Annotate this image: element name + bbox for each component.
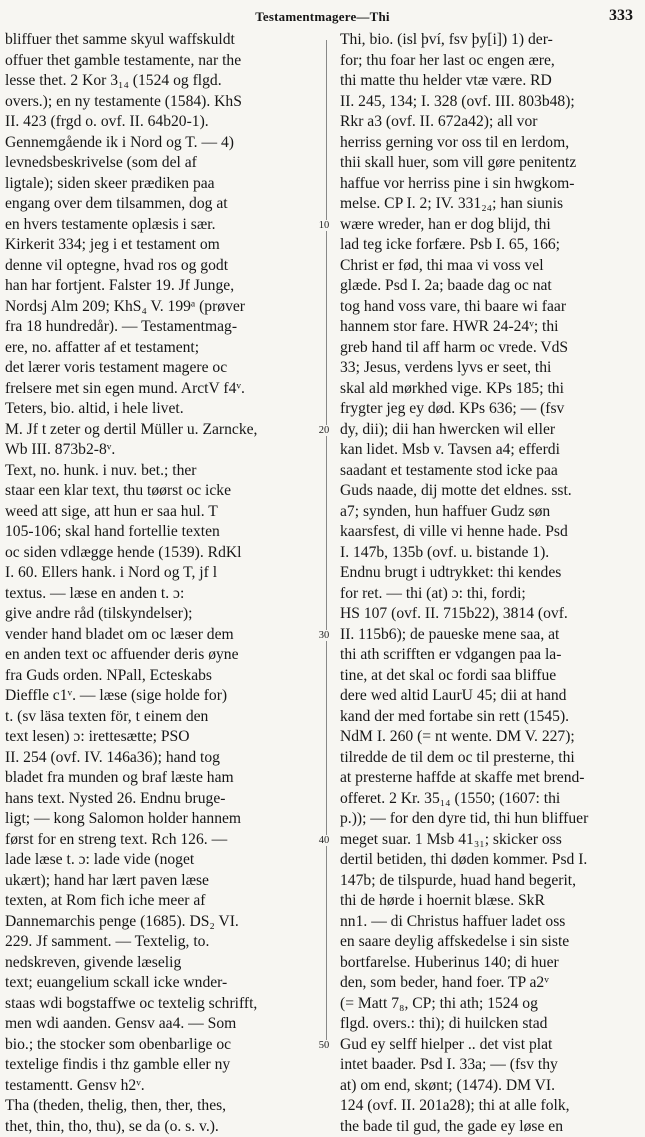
text-line: en hvers testamente oplæsis i sær. (5, 215, 318, 236)
text-line: 33; Jesus, verdens lyvs er seet, thi (340, 358, 640, 379)
text-line: t. (sv läsa texten för, t einem den (5, 707, 318, 728)
text-line: bortfarelse. Huberinus 140; di huer (340, 953, 640, 974)
text-line: 147b; de tilspurde, huad hand begerit, (340, 871, 640, 892)
text-line: bliffuer thet samme skyul waffskuldt (5, 30, 318, 51)
text-line: II. 245, 134; I. 328 (ovf. III. 803b48); (340, 92, 640, 113)
text-line: fra Guds orden. NPall, Ecteskabs (5, 666, 318, 687)
header-title: Testamentmagere—Thi (0, 9, 645, 25)
text-line: 105-106; skal hand fortellie texten (5, 522, 318, 543)
text-line: skal ald mørkhed vige. KPs 185; thi (340, 379, 640, 400)
right-column (340, 30, 640, 1137)
text-line: Rkr a3 (ovf. II. 672a42); all vor (340, 112, 640, 133)
text-line: frygter jeg ey død. KPs 636; — (fsv (340, 399, 640, 420)
text-line: the bade til gud, the gade ey løse en (340, 1117, 640, 1137)
line-number-marker: 10 (311, 220, 337, 231)
text-line: 124 (ovf. II. 201a28); thi at alle folk, (340, 1096, 640, 1117)
line-number-marker: 20 (311, 425, 337, 436)
text-line: hannem stor fare. HWR 24-24ᵛ; thi (340, 317, 640, 338)
text-line: han har fortjent. Falster 19. Jf Junge, (5, 276, 318, 297)
text-line: thi ath scrifften er vdgangen paa la- (340, 645, 640, 666)
text-line: tine, at det skal oc fordi saa bliffue (340, 666, 640, 687)
text-line: text lesen) ɔ: irettesætte; PSO (5, 727, 318, 748)
text-line: nn1. — di Christus haffuer ladet oss (340, 912, 640, 933)
text-line: tog hand voss vare, thi baare wi faar (340, 297, 640, 318)
text-line: ukært); hand har lært paven læse (5, 871, 318, 892)
text-line: lade læse t. ɔ: lade vide (noget (5, 850, 318, 871)
text-line: HS 107 (ovf. II. 715b22), 3814 (ovf. (340, 604, 640, 625)
text-line: oc siden vdlægge hende (1539). RdKl (5, 543, 318, 564)
line-number-marker: 40 (311, 835, 337, 846)
text-line: engang over dem tilsammen, dog at (5, 194, 318, 215)
text-line: kand der med fortabe sin rett (1545). (340, 707, 640, 728)
line-number-marker: 50 (311, 1040, 337, 1051)
text-line: thi de hørde i hoernit blæse. SkR (340, 891, 640, 912)
text-line: flgd. overs.: thi); di huilcken stad (340, 1014, 640, 1035)
text-line: thet, thin, tho, thu), se da (o. s. v.). (5, 1117, 318, 1137)
text-line: staas wdi bogstaffwe oc textelig schrifft, (5, 994, 318, 1015)
text-line: dere wed altid LaurU 45; dii at hand (340, 686, 640, 707)
text-line: men wdi aanden. Gensv aa4. — Som (5, 1014, 318, 1035)
text-line: greb hand til aff harm oc vrede. VdS (340, 338, 640, 359)
text-line: 229. Jf samment. — Textelig, to. (5, 932, 318, 953)
text-line: en saare deylig affskedelse i sin siste (340, 932, 640, 953)
column-divider (326, 40, 327, 1050)
text-line: staar een klar text, thu tøørst oc icke (5, 481, 318, 502)
text-line: frelsere met sin egen mund. ArctV f4ᵛ. (5, 379, 318, 400)
text-line: ere, no. affatter af et testament; (5, 338, 318, 359)
text-line: hans text. Nysted 26. Endnu bruge- (5, 789, 318, 810)
text-line: overs.); en ny testamente (1584). KhS (5, 92, 318, 113)
text-line: NdM I. 260 (= nt wente. DM V. 227); (340, 727, 640, 748)
text-line: text; euangelium sckall icke wnder- (5, 973, 318, 994)
running-header (0, 6, 645, 30)
text-line: p.)); — for den dyre tid, thi hun bliffuer (340, 809, 640, 830)
text-line: offeret. 2 Kr. 35₁₄ (1550; (1607: thi (340, 789, 640, 810)
text-line: for; thu foar her last oc engen ære, (340, 51, 640, 72)
text-line: Dieffle c1ᵛ. — læse (sige holde for) (5, 686, 318, 707)
text-line: Christ er fød, thi maa vi voss vel (340, 256, 640, 277)
text-line: Teters, bio. altid, i hele livet. (5, 399, 318, 420)
text-line: weed att sige, att hun er saa hul. T (5, 502, 318, 523)
text-line: tilredde de til dem oc til presterne, thi (340, 748, 640, 769)
text-line: wære wreder, han er dog blijd, thi (340, 215, 640, 236)
text-line: I. 147b, 135b (ovf. u. bistande 1). (340, 543, 640, 564)
text-line: Gennemgående ik i Nord og T. — 4) (5, 133, 318, 154)
text-line: saadant et testamente stod icke paa (340, 461, 640, 482)
text-line: (= Matt 7₈, CP; thi ath; 1524 og (340, 994, 640, 1015)
text-line: Tha (theden, thelig, then, ther, thes, (5, 1096, 318, 1117)
text-line: kaarsfest, di ville vi henne hade. Psd (340, 522, 640, 543)
text-line: herriss gerning vor oss til en lerdom, (340, 133, 640, 154)
text-line: testamentt. Gensv h2ᵛ. (5, 1076, 318, 1097)
text-line: textelige findis i thz gamble eller ny (5, 1055, 318, 1076)
text-line: lad teg icke forfære. Psb I. 65, 166; (340, 235, 640, 256)
text-line: bio.; the stocker som obenbarlige oc (5, 1035, 318, 1056)
text-line: fra 18 hundredår). — Testamentmag- (5, 317, 318, 338)
text-line: a7; synden, hun haffuer Gudz søn (340, 502, 640, 523)
text-line: ligt; — kong Salomon holder hannem (5, 809, 318, 830)
text-line: Endnu brugt i udtrykket: thi kendes (340, 563, 640, 584)
text-line: meget suar. 1 Msb 41₃₁; skicker oss (340, 830, 640, 851)
text-line: II. 423 (frgd o. ovf. II. 64b20-1). (5, 112, 318, 133)
text-line: glæde. Psd I. 2a; baade dag oc nat (340, 276, 640, 297)
text-line: Wb III. 873b2-8ᵛ. (5, 440, 318, 461)
text-line: nedskreven, givende læselig (5, 953, 318, 974)
text-line: thi matte thu helder vtæ være. RD (340, 71, 640, 92)
left-column (5, 30, 318, 1137)
text-line: haffue vor herriss pine i sin hwgkom- (340, 174, 640, 195)
text-line: Thi, bio. (isl því, fsv þy[i]) 1) der- (340, 30, 640, 51)
text-line: lesse thet. 2 Kor 3₁₄ (1524 og flgd. (5, 71, 318, 92)
text-line: I. 60. Ellers hank. i Nord og T, jf l (5, 563, 318, 584)
text-line: ligtale); siden skeer prædiken paa (5, 174, 318, 195)
text-line: for ret. — thi (at) ɔ: thi, fordi; (340, 584, 640, 605)
text-line: en anden text oc affuender deris øyne (5, 645, 318, 666)
text-line: bladet fra munden og braf læste ham (5, 768, 318, 789)
text-line: dy, dii); dii han hwercken wil eller (340, 420, 640, 441)
text-line: II. 115b6); de paueske mene saa, at (340, 625, 640, 646)
text-line: give andre råd (tilskyndelser); (5, 604, 318, 625)
page-number: 333 (609, 7, 633, 25)
text-line: denne vil optegne, hvad ros og godt (5, 256, 318, 277)
text-line: vender hand bladet om oc læser dem (5, 625, 318, 646)
text-line: thii skall huer, som vill gøre penitentz (340, 153, 640, 174)
text-line: kan lidet. Msb v. Tavsen a4; efferdi (340, 440, 640, 461)
text-line: Dannemarchis penge (1685). DS₂ VI. (5, 912, 318, 933)
text-line: at presterne haffde at skaffe met brend- (340, 768, 640, 789)
text-line: texten, at Rom fich iche meer af (5, 891, 318, 912)
text-line: Nordsj Alm 209; KhS₄ V. 199ᵃ (prøver (5, 297, 318, 318)
text-line: Guds naade, dij motte det eldnes. sst. (340, 481, 640, 502)
text-line: M. Jf t zeter og dertil Müller u. Zarncke, (5, 420, 318, 441)
text-line: intet baader. Psd I. 33a; — (fsv thy (340, 1055, 640, 1076)
text-line: det lærer voris testament magere oc (5, 358, 318, 379)
text-line: først for en streng text. Rch 126. — (5, 830, 318, 851)
text-line: Gud ey selff hielper .. det vist plat (340, 1035, 640, 1056)
text-line: melse. CP I. 2; IV. 331₂₄; han siunis (340, 194, 640, 215)
text-line: offuer thet gamble testamente, nar the (5, 51, 318, 72)
text-line: levnedsbeskrivelse (som del af (5, 153, 318, 174)
text-line: dertil betiden, thi døden kommer. Psd I. (340, 850, 640, 871)
text-line: textus. — læse en anden t. ɔ: (5, 584, 318, 605)
text-line: Text, no. hunk. i nuv. bet.; ther (5, 461, 318, 482)
line-number-marker: 30 (311, 630, 337, 641)
text-line: at) om end, skønt; (1474). DM VI. (340, 1076, 640, 1097)
text-line: II. 254 (ovf. IV. 146a36); hand tog (5, 748, 318, 769)
text-line: den, som beder, hand foer. TP a2ᵛ (340, 973, 640, 994)
text-line: Kirkerit 334; jeg i et testament om (5, 235, 318, 256)
